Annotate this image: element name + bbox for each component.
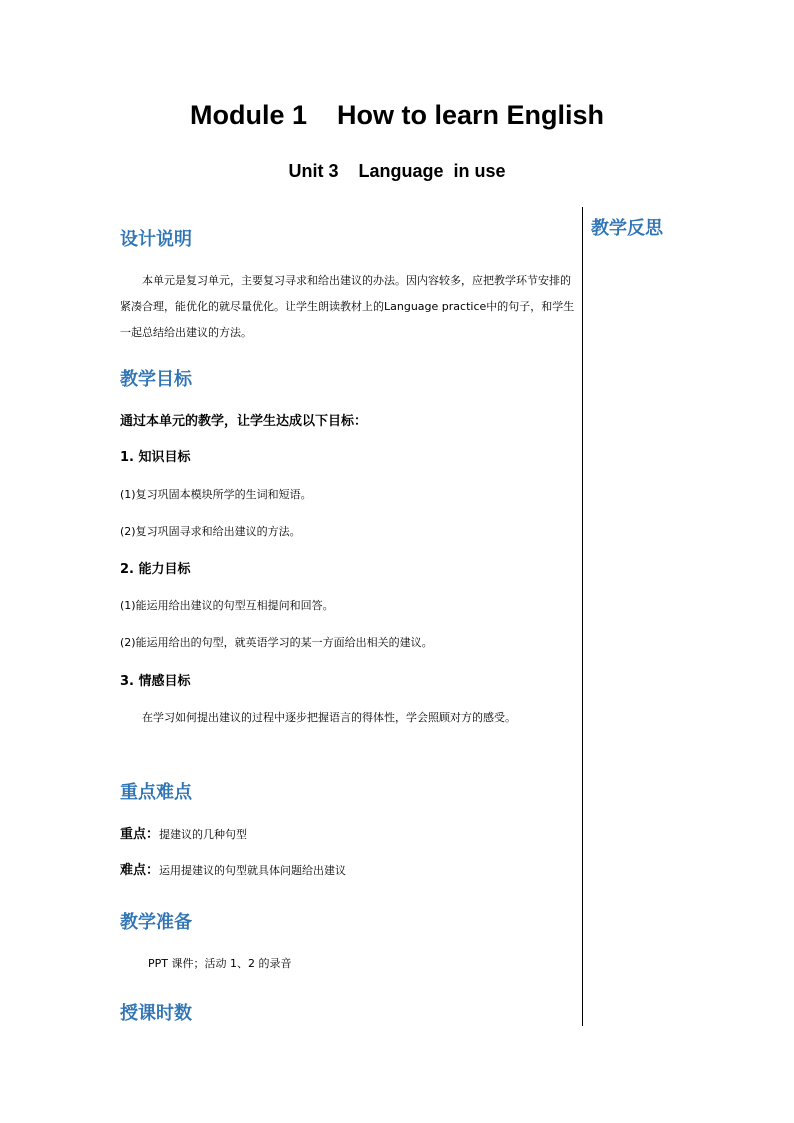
page-title: Module 1 How to learn English [189, 100, 605, 130]
ability-goal-2: (2)能运用给出的句型，就英语学习的某一方面给出相关的建议。 [120, 636, 433, 649]
page-subtitle: Unit 3 Language in use [288, 161, 506, 181]
knowledge-goal-title: 1. 知识目标 [120, 450, 191, 465]
difficult-point [120, 858, 575, 884]
emotion-goal-body: 在学习如何提出建议的过程中逐步把握语言的得体性，学会照顾对方的感受。 [142, 711, 516, 724]
column-divider [582, 207, 583, 1026]
difficult-point-text: 运用提建议的句型就具体问题给出建议 [159, 864, 347, 877]
difficult-point-label: 难点： [120, 863, 160, 878]
key-point [120, 822, 575, 848]
goals-intro: 通过本单元的教学，让学生达成以下目标： [120, 414, 368, 429]
hours-heading: 授课时数 [120, 1003, 192, 1024]
ability-goal-1: (1)能运用给出建议的句型互相提问和回答。 [120, 599, 334, 612]
key-point-text: 提建议的几种句型 [159, 828, 248, 841]
ability-goal-title: 2. 能力目标 [120, 562, 191, 577]
design-body: 本单元是复习单元，主要复习寻求和给出建议的办法。因内容较多，应把教学环节安排的紧凑合理，能优化的就尽量优化。让学生朗读教材上的Language practice中的句子，和学生一起总结给出建议的方法。 [120, 274, 575, 339]
reflection-heading: 教学反思 [591, 218, 663, 239]
design-heading: 设计说明 [120, 229, 192, 250]
prep-heading: 教学准备 [120, 912, 192, 933]
knowledge-goal-2: (2)复习巩固寻求和给出建议的方法。 [120, 525, 301, 538]
keypoints-heading: 重点难点 [120, 782, 192, 803]
key-point-label: 重点： [120, 827, 160, 842]
knowledge-goal-1: (1)复习巩固本模块所学的生词和短语。 [120, 488, 312, 501]
goals-heading: 教学目标 [120, 369, 192, 390]
prep-body: PPT 课件；活动 1、2 的录音 [148, 957, 292, 970]
emotion-goal-title: 3. 情感目标 [120, 674, 191, 689]
